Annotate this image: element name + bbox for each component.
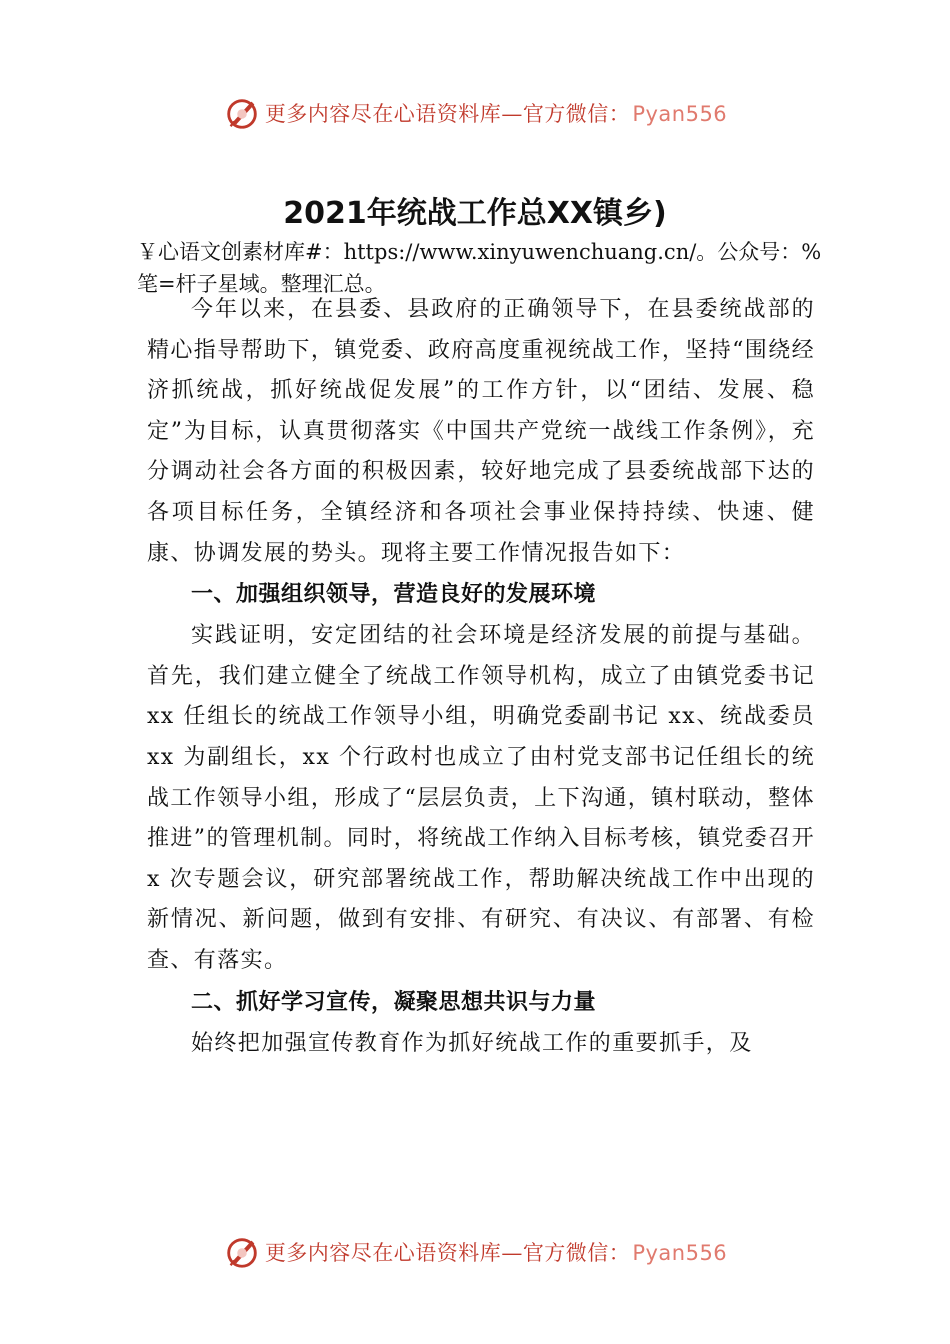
quill-logo-icon [223,94,261,132]
document-title: 2021年统战工作总XX镇乡) [283,196,667,231]
document-body [147,290,815,1064]
banner-text: 更多内容尽在心语资料库—官方微信：Pyan556 [264,102,728,126]
quill-logo-icon [223,1233,261,1271]
wechat-id: Pyan556 [632,102,728,126]
paragraph: 实践证明，安定团结的社会环境是经济发展的前提与基础。首先，我们建立健全了统战工作领导机构，成立了由镇党委书记 xx 任组长的统战工作领导小组，明确党委副书记 xx、统战委员 xx 为副组长，xx 个行政村也成立了由村党支部书记任组长的统战工作领导小组，形成了“层层负责，上下沟通，镇村联动，整体推进”的管理机制。同时，将统战工作纳入目标考核，镇党委召开 x 次专题会议，研究部署统战工作，帮助解决统战工作中出现的新情况、新问题，做到有安排、有研究、有决议、有部署、有检查、有落实。 [147,623,815,973]
footer-banner [0,1232,950,1272]
paragraph: 始终把加强宣传教育作为抓好统战工作的重要抓手，及 [191,1030,753,1056]
section-heading: 二、抓好学习宣传，凝聚思想共识与力量 [191,989,597,1015]
source-line: ￥心语文创素材库#：https://www.xinyuwenchuang.cn/。公众号：%笔=杆子星域。整理汇总。 [137,240,822,296]
paragraph: 今年以来，在县委、县政府的正确领导下，在县委统战部的精心指导帮助下，镇党委、政府高度重视统战工作，坚持“围绕经济抓统战，抓好统战促发展”的工作方针，以“团结、发展、稳定”为目标，认真贯彻落实《中国共产党统一战线工作条例》，充分调动社会各方面的积极因素，较好地完成了县委统战部下达的各项目标任务，全镇经济和各项社会事业保持持续、快速、健康、协调发展的势头。现将主要工作情况报告如下： [147,297,815,566]
section-heading: 一、加强组织领导，营造良好的发展环境 [191,582,597,608]
wechat-id: Pyan556 [632,1241,728,1265]
header-banner [0,93,950,133]
banner-text: 更多内容尽在心语资料库—官方微信：Pyan556 [264,1241,728,1265]
